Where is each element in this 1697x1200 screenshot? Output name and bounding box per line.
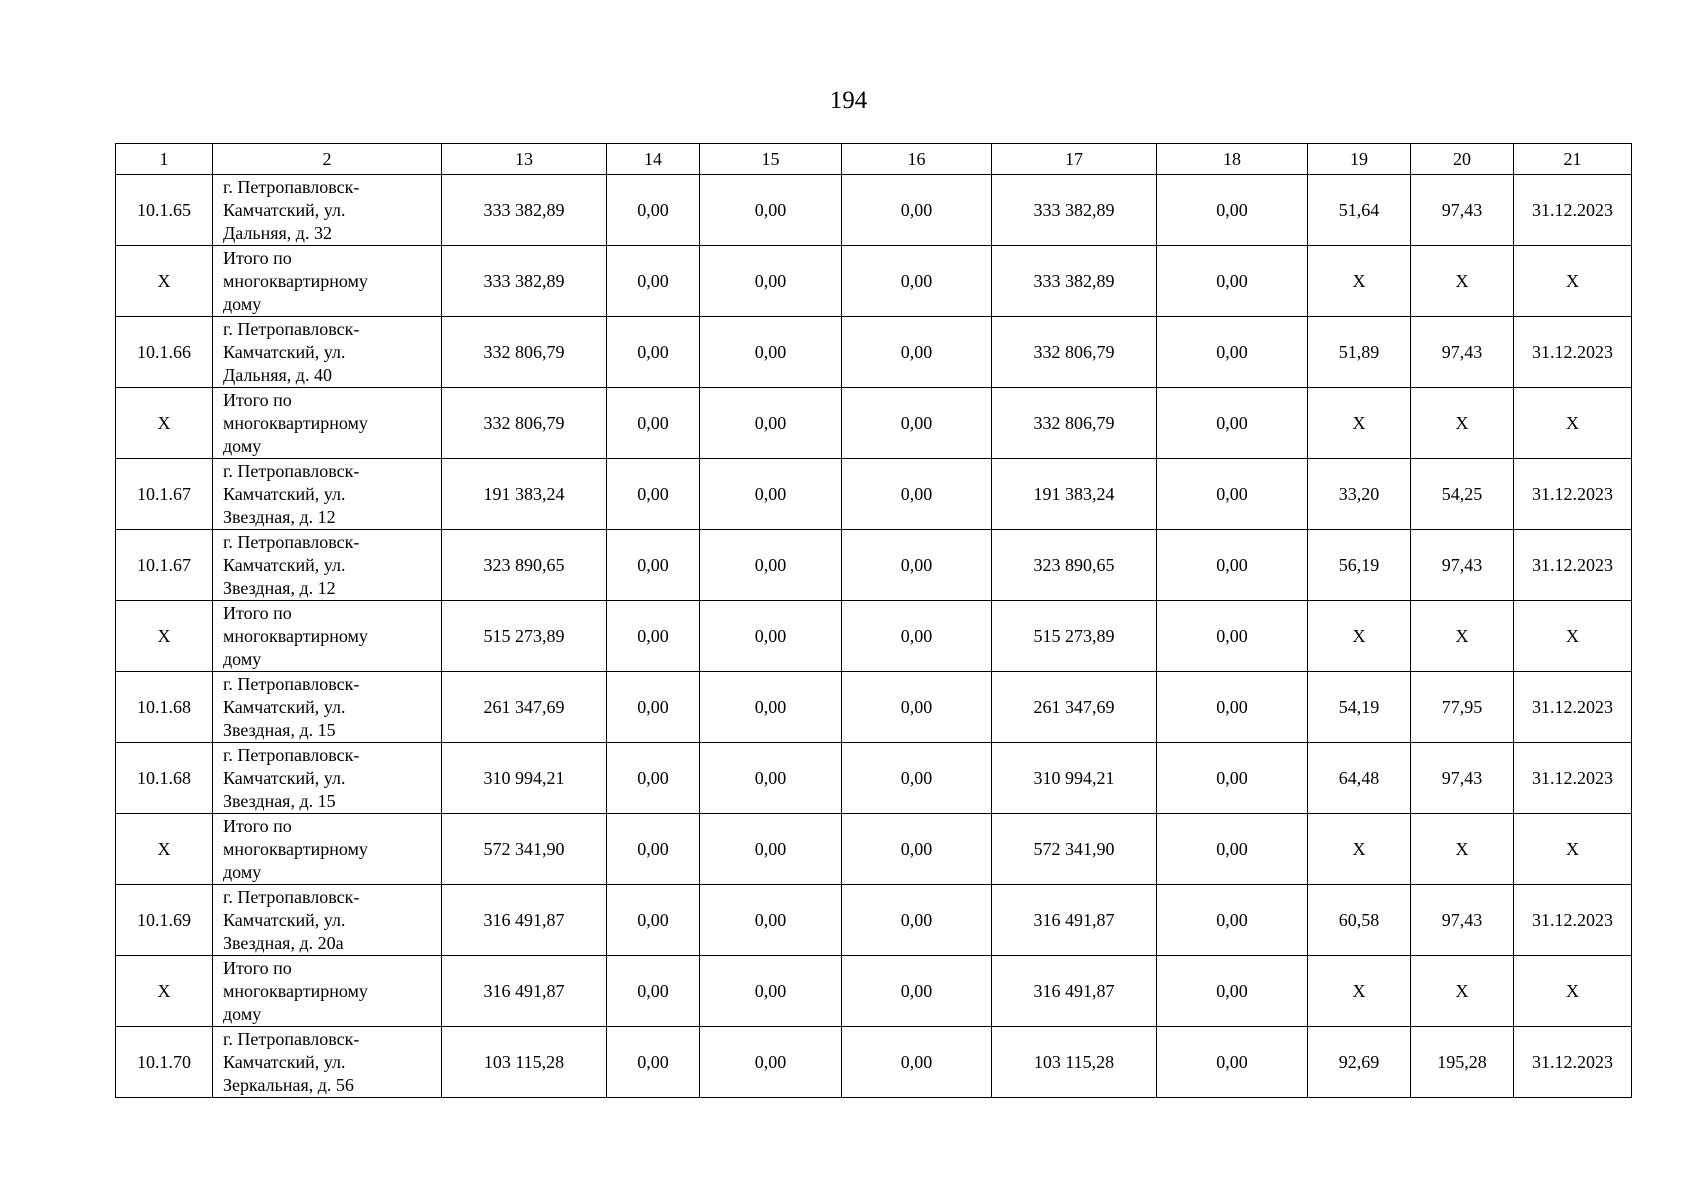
value-cell-13: 515 273,89 — [442, 601, 607, 672]
value-cell-18: 0,00 — [1157, 530, 1308, 601]
table-row — [116, 885, 1632, 956]
address-cell — [213, 388, 442, 459]
value-cell-15: 0,00 — [700, 317, 842, 388]
value-cell-18: 0,00 — [1157, 317, 1308, 388]
value-cell-16: 0,00 — [842, 672, 992, 743]
value-cell-17: 316 491,87 — [992, 956, 1157, 1027]
value-cell-17: 310 994,21 — [992, 743, 1157, 814]
address-line: Дальняя, д. 32 — [223, 222, 332, 243]
value-cell-20: X — [1411, 956, 1514, 1027]
value-cell-16: 0,00 — [842, 246, 992, 317]
value-cell-15: 0,00 — [700, 388, 842, 459]
address-line: г. Петропавловск- — [223, 460, 360, 481]
value-cell-14: 0,00 — [607, 743, 700, 814]
value-cell-16: 0,00 — [842, 601, 992, 672]
value-cell-19: 51,64 — [1308, 175, 1411, 246]
address-line: Звездная, д. 20а — [223, 932, 344, 953]
value-cell-14: 0,00 — [607, 885, 700, 956]
row-number-cell: 10.1.67 — [116, 459, 213, 530]
value-cell-17: 333 382,89 — [992, 246, 1157, 317]
value-cell-16: 0,00 — [842, 388, 992, 459]
value-cell-18: 0,00 — [1157, 885, 1308, 956]
value-cell-13: 332 806,79 — [442, 317, 607, 388]
value-cell-13: 316 491,87 — [442, 956, 607, 1027]
table-row — [116, 743, 1632, 814]
column-header: 2 — [213, 144, 442, 175]
value-cell-14: 0,00 — [607, 672, 700, 743]
value-cell-16: 0,00 — [842, 1027, 992, 1098]
value-cell-13: 310 994,21 — [442, 743, 607, 814]
value-cell-21: 31.12.2023 — [1514, 743, 1632, 814]
address-line: многоквартирному — [223, 838, 368, 859]
address-cell — [213, 672, 442, 743]
value-cell-18: 0,00 — [1157, 459, 1308, 530]
table-row — [116, 246, 1632, 317]
value-cell-17: 316 491,87 — [992, 885, 1157, 956]
address-cell — [213, 814, 442, 885]
column-header: 17 — [992, 144, 1157, 175]
address-line: Камчатский, ул. — [223, 696, 346, 717]
address-line: Итого по — [223, 957, 292, 978]
table-row — [116, 672, 1632, 743]
row-number-cell: X — [116, 956, 213, 1027]
value-cell-16: 0,00 — [842, 743, 992, 814]
value-cell-18: 0,00 — [1157, 672, 1308, 743]
address-line: Зеркальная, д. 56 — [223, 1074, 354, 1095]
column-header: 1 — [116, 144, 213, 175]
column-header: 20 — [1411, 144, 1514, 175]
table-row — [116, 175, 1632, 246]
value-cell-20: 195,28 — [1411, 1027, 1514, 1098]
address-line: Звездная, д. 12 — [223, 577, 336, 598]
value-cell-20: 97,43 — [1411, 175, 1514, 246]
address-line: Камчатский, ул. — [223, 483, 346, 504]
table-row — [116, 814, 1632, 885]
value-cell-13: 261 347,69 — [442, 672, 607, 743]
address-line: г. Петропавловск- — [223, 886, 360, 907]
value-cell-18: 0,00 — [1157, 601, 1308, 672]
table-row — [116, 1027, 1632, 1098]
address-line: г. Петропавловск- — [223, 176, 360, 197]
table-body — [116, 175, 1632, 1098]
value-cell-18: 0,00 — [1157, 743, 1308, 814]
address-line: Дальняя, д. 40 — [223, 364, 332, 385]
value-cell-18: 0,00 — [1157, 814, 1308, 885]
row-number-cell: X — [116, 601, 213, 672]
value-cell-15: 0,00 — [700, 672, 842, 743]
value-cell-21: 31.12.2023 — [1514, 175, 1632, 246]
value-cell-19: 54,19 — [1308, 672, 1411, 743]
value-cell-19: X — [1308, 956, 1411, 1027]
table-row — [116, 459, 1632, 530]
value-cell-18: 0,00 — [1157, 388, 1308, 459]
value-cell-17: 332 806,79 — [992, 388, 1157, 459]
page-number: 194 — [829, 87, 868, 114]
value-cell-19: 60,58 — [1308, 885, 1411, 956]
value-cell-14: 0,00 — [607, 601, 700, 672]
value-cell-14: 0,00 — [607, 956, 700, 1027]
address-line: многоквартирному — [223, 980, 368, 1001]
value-cell-14: 0,00 — [607, 175, 700, 246]
value-cell-15: 0,00 — [700, 246, 842, 317]
value-cell-18: 0,00 — [1157, 1027, 1308, 1098]
value-cell-15: 0,00 — [700, 743, 842, 814]
address-line: Камчатский, ул. — [223, 341, 346, 362]
address-cell — [213, 246, 442, 317]
address-line: Звездная, д. 12 — [223, 506, 336, 527]
value-cell-14: 0,00 — [607, 530, 700, 601]
address-cell — [213, 1027, 442, 1098]
value-cell-16: 0,00 — [842, 814, 992, 885]
address-cell — [213, 459, 442, 530]
value-cell-13: 333 382,89 — [442, 246, 607, 317]
address-line: г. Петропавловск- — [223, 1028, 360, 1049]
address-line: Итого по — [223, 389, 292, 410]
address-line: Звездная, д. 15 — [223, 790, 336, 811]
address-cell — [213, 175, 442, 246]
address-cell — [213, 317, 442, 388]
address-line: многоквартирному — [223, 412, 368, 433]
column-header: 21 — [1514, 144, 1632, 175]
value-cell-17: 333 382,89 — [992, 175, 1157, 246]
value-cell-14: 0,00 — [607, 1027, 700, 1098]
address-line: дому — [223, 648, 262, 669]
value-cell-14: 0,00 — [607, 317, 700, 388]
address-line: Камчатский, ул. — [223, 554, 346, 575]
column-header: 15 — [700, 144, 842, 175]
row-number-cell: 10.1.70 — [116, 1027, 213, 1098]
address-line: многоквартирному — [223, 270, 368, 291]
address-line: Итого по — [223, 815, 292, 836]
row-number-cell: 10.1.67 — [116, 530, 213, 601]
header-row — [116, 144, 1632, 175]
value-cell-13: 316 491,87 — [442, 885, 607, 956]
value-cell-17: 191 383,24 — [992, 459, 1157, 530]
address-cell — [213, 743, 442, 814]
table-row — [116, 601, 1632, 672]
address-cell — [213, 885, 442, 956]
value-cell-21: 31.12.2023 — [1514, 885, 1632, 956]
value-cell-13: 572 341,90 — [442, 814, 607, 885]
value-cell-17: 572 341,90 — [992, 814, 1157, 885]
value-cell-21: X — [1514, 388, 1632, 459]
address-line: Камчатский, ул. — [223, 767, 346, 788]
row-number-cell: 10.1.66 — [116, 317, 213, 388]
value-cell-15: 0,00 — [700, 459, 842, 530]
column-header: 16 — [842, 144, 992, 175]
value-cell-20: X — [1411, 246, 1514, 317]
value-cell-21: 31.12.2023 — [1514, 530, 1632, 601]
column-header: 19 — [1308, 144, 1411, 175]
row-number-cell: X — [116, 814, 213, 885]
value-cell-14: 0,00 — [607, 246, 700, 317]
value-cell-20: X — [1411, 388, 1514, 459]
value-cell-17: 103 115,28 — [992, 1027, 1157, 1098]
column-header: 14 — [607, 144, 700, 175]
table-row — [116, 530, 1632, 601]
address-line: Итого по — [223, 247, 292, 268]
data-table — [115, 143, 1632, 1098]
table-row — [116, 317, 1632, 388]
value-cell-19: X — [1308, 601, 1411, 672]
address-line: дому — [223, 861, 262, 882]
value-cell-16: 0,00 — [842, 530, 992, 601]
address-line: Камчатский, ул. — [223, 199, 346, 220]
value-cell-21: 31.12.2023 — [1514, 1027, 1632, 1098]
row-number-cell: 10.1.69 — [116, 885, 213, 956]
value-cell-16: 0,00 — [842, 885, 992, 956]
row-number-cell: X — [116, 246, 213, 317]
value-cell-21: 31.12.2023 — [1514, 459, 1632, 530]
address-line: дому — [223, 435, 262, 456]
address-cell — [213, 956, 442, 1027]
value-cell-13: 333 382,89 — [442, 175, 607, 246]
address-cell — [213, 530, 442, 601]
value-cell-19: X — [1308, 814, 1411, 885]
value-cell-19: 33,20 — [1308, 459, 1411, 530]
value-cell-15: 0,00 — [700, 530, 842, 601]
value-cell-14: 0,00 — [607, 814, 700, 885]
value-cell-20: 97,43 — [1411, 743, 1514, 814]
value-cell-13: 103 115,28 — [442, 1027, 607, 1098]
value-cell-15: 0,00 — [700, 956, 842, 1027]
address-line: г. Петропавловск- — [223, 531, 360, 552]
value-cell-21: 31.12.2023 — [1514, 317, 1632, 388]
table-row — [116, 388, 1632, 459]
address-line: Итого по — [223, 602, 292, 623]
value-cell-15: 0,00 — [700, 175, 842, 246]
value-cell-14: 0,00 — [607, 459, 700, 530]
table-row — [116, 956, 1632, 1027]
value-cell-19: 56,19 — [1308, 530, 1411, 601]
value-cell-19: 64,48 — [1308, 743, 1411, 814]
address-line: г. Петропавловск- — [223, 318, 360, 339]
value-cell-19: X — [1308, 388, 1411, 459]
value-cell-16: 0,00 — [842, 317, 992, 388]
value-cell-18: 0,00 — [1157, 246, 1308, 317]
value-cell-17: 515 273,89 — [992, 601, 1157, 672]
address-line: многоквартирному — [223, 625, 368, 646]
address-line: Звездная, д. 15 — [223, 719, 336, 740]
column-header: 13 — [442, 144, 607, 175]
value-cell-21: 31.12.2023 — [1514, 672, 1632, 743]
column-header: 18 — [1157, 144, 1308, 175]
value-cell-15: 0,00 — [700, 1027, 842, 1098]
value-cell-21: X — [1514, 814, 1632, 885]
row-number-cell: 10.1.68 — [116, 672, 213, 743]
value-cell-20: 54,25 — [1411, 459, 1514, 530]
row-number-cell: 10.1.65 — [116, 175, 213, 246]
value-cell-20: 97,43 — [1411, 530, 1514, 601]
address-line: дому — [223, 293, 262, 314]
value-cell-14: 0,00 — [607, 388, 700, 459]
value-cell-16: 0,00 — [842, 175, 992, 246]
value-cell-21: X — [1514, 956, 1632, 1027]
value-cell-20: 97,43 — [1411, 885, 1514, 956]
value-cell-19: 92,69 — [1308, 1027, 1411, 1098]
row-number-cell: X — [116, 388, 213, 459]
value-cell-17: 332 806,79 — [992, 317, 1157, 388]
value-cell-18: 0,00 — [1157, 956, 1308, 1027]
address-line: Камчатский, ул. — [223, 1051, 346, 1072]
value-cell-20: X — [1411, 601, 1514, 672]
address-line: дому — [223, 1003, 262, 1024]
value-cell-19: X — [1308, 246, 1411, 317]
value-cell-20: 97,43 — [1411, 317, 1514, 388]
value-cell-15: 0,00 — [700, 885, 842, 956]
value-cell-15: 0,00 — [700, 601, 842, 672]
value-cell-20: X — [1411, 814, 1514, 885]
row-number-cell: 10.1.68 — [116, 743, 213, 814]
value-cell-16: 0,00 — [842, 956, 992, 1027]
value-cell-19: 51,89 — [1308, 317, 1411, 388]
value-cell-21: X — [1514, 246, 1632, 317]
value-cell-17: 323 890,65 — [992, 530, 1157, 601]
value-cell-17: 261 347,69 — [992, 672, 1157, 743]
value-cell-20: 77,95 — [1411, 672, 1514, 743]
value-cell-15: 0,00 — [700, 814, 842, 885]
address-cell — [213, 601, 442, 672]
address-line: г. Петропавловск- — [223, 744, 360, 765]
value-cell-21: X — [1514, 601, 1632, 672]
value-cell-18: 0,00 — [1157, 175, 1308, 246]
value-cell-13: 332 806,79 — [442, 388, 607, 459]
value-cell-16: 0,00 — [842, 459, 992, 530]
value-cell-13: 323 890,65 — [442, 530, 607, 601]
value-cell-13: 191 383,24 — [442, 459, 607, 530]
address-line: Камчатский, ул. — [223, 909, 346, 930]
address-line: г. Петропавловск- — [223, 673, 360, 694]
